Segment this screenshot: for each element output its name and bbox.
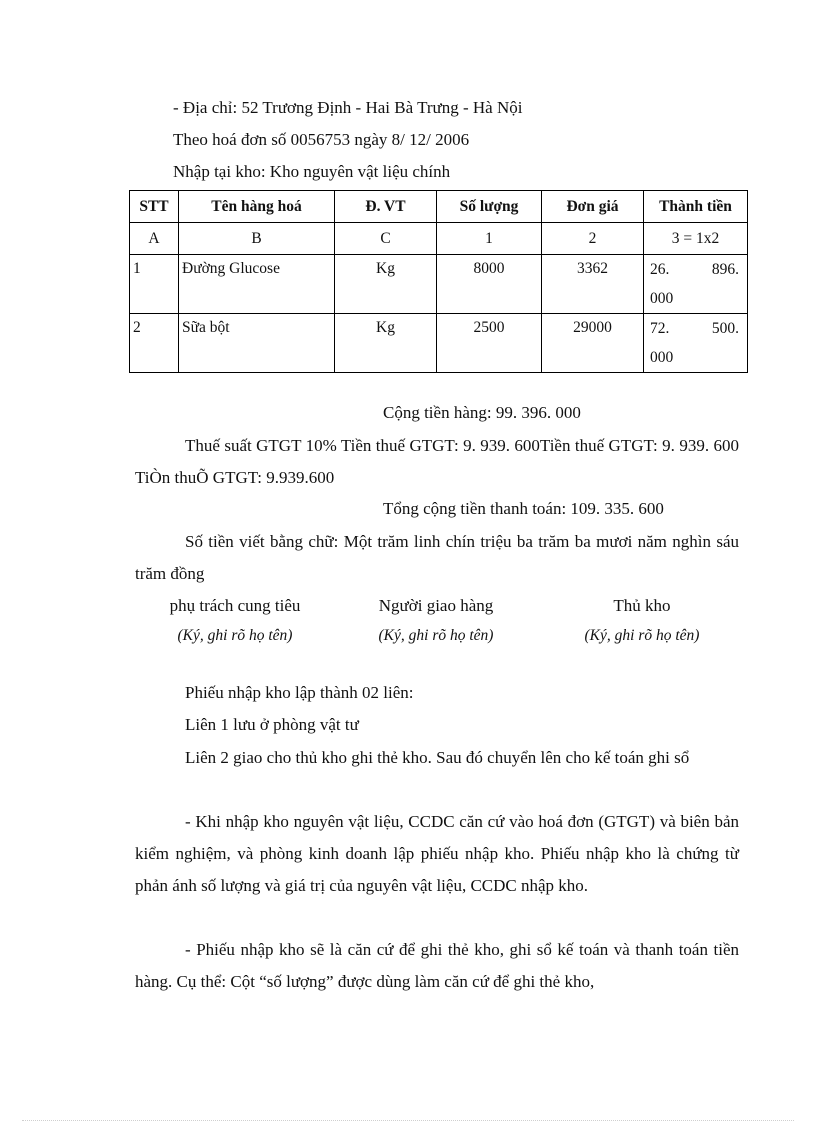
row-amount	[644, 314, 748, 373]
body-line: Liên 1 lưu ở phòng vật tư	[185, 715, 359, 734]
signature-note: (Ký, ghi rõ họ tên)	[584, 627, 700, 644]
table-code-row	[130, 223, 748, 255]
table-row	[130, 314, 748, 373]
row-qty: 2500	[437, 314, 542, 373]
signature-block-supply	[135, 595, 335, 647]
column-header: STT	[130, 191, 179, 223]
row-name: Sữa bột	[179, 314, 335, 373]
column-header: Thành tiền	[644, 191, 748, 223]
row-name: Đường Glucose	[179, 255, 335, 314]
signature-title: Người giao hàng	[378, 596, 494, 615]
amount-in-words: Số tiền viết bằng chữ: Một trăm linh chín triệu ba trăm ba mươi năm nghìn sáu trăm đồng	[135, 532, 739, 583]
subtotal-line: Cộng tiền hàng: 99. 396. 000	[383, 403, 581, 422]
amount-part: 500.	[711, 320, 739, 337]
vat-paragraph: Thuế suất GTGT 10% Tiền thuế GTGT: 9. 939. 600Tiền thuế GTGT: 9. 939. 600 TiÒn thuÕ GTGT: 9.939.600	[135, 436, 739, 487]
grand-total-line: Tổng cộng tiền thanh toán: 109. 335. 600	[383, 499, 664, 518]
warehouse-line: Nhập tại kho: Kho nguyên vật liệu chính	[173, 162, 451, 181]
column-header: Đơn giá	[542, 191, 644, 223]
column-header: Đ. VT	[335, 191, 437, 223]
page-bottom-divider	[22, 1120, 794, 1121]
amount-part: 26.	[650, 261, 670, 278]
row-qty: 8000	[437, 255, 542, 314]
signature-note: (Ký, ghi rõ họ tên)	[177, 627, 293, 644]
code-cell: 3 = 1x2	[644, 223, 748, 255]
signature-title: Thủ kho	[613, 596, 671, 615]
amount-part: 000	[650, 349, 674, 366]
body-paragraph: - Phiếu nhập kho sẽ là căn cứ để ghi thẻ kho, ghi sổ kế toán và thanh toán tiền hàng. Cụ thể: Cột “số lượng” được dùng làm căn cứ để ghi thẻ kho,	[135, 940, 739, 991]
row-price: 29000	[542, 314, 644, 373]
amount-part: 72.	[650, 320, 670, 337]
code-cell: B	[179, 223, 335, 255]
row-unit: Kg	[335, 314, 437, 373]
signature-block-storekeeper	[542, 595, 742, 647]
row-amount	[644, 255, 748, 314]
amount-part: 896.	[711, 261, 739, 278]
row-stt: 1	[130, 255, 179, 314]
table-row	[130, 255, 748, 314]
amount-part: 000	[650, 290, 674, 307]
body-paragraph: - Khi nhập kho nguyên vật liệu, CCDC căn cứ vào hoá đơn (GTGT) và biên bản kiểm nghiệm, và phòng kinh doanh lập phiếu nhập kho. Phiếu nhập kho là chứng từ phản ánh số lượng và giá trị của nguyên vật liệu, CCDC nhập kho.	[135, 812, 739, 895]
goods-table	[129, 190, 748, 373]
body-paragraph: Liên 2 giao cho thủ kho ghi thẻ kho. Sau đó chuyển lên cho kế toán ghi sổ	[185, 748, 690, 767]
signature-block-deliverer	[336, 595, 536, 647]
code-cell: 1	[437, 223, 542, 255]
code-cell: A	[130, 223, 179, 255]
column-header: Tên hàng hoá	[179, 191, 335, 223]
body-line: Phiếu nhập kho lập thành 02 liên:	[185, 683, 414, 702]
signature-note: (Ký, ghi rõ họ tên)	[378, 627, 494, 644]
address-line: - Địa chỉ: 52 Trương Định - Hai Bà Trưng - Hà Nội	[173, 98, 523, 117]
row-price: 3362	[542, 255, 644, 314]
table-header-row	[130, 191, 748, 223]
column-header: Số lượng	[437, 191, 542, 223]
signature-title: phụ trách cung tiêu	[169, 596, 301, 615]
code-cell: C	[335, 223, 437, 255]
row-unit: Kg	[335, 255, 437, 314]
invoice-line: Theo hoá đơn số 0056753 ngày 8/ 12/ 2006	[173, 130, 470, 149]
code-cell: 2	[542, 223, 644, 255]
row-stt: 2	[130, 314, 179, 373]
